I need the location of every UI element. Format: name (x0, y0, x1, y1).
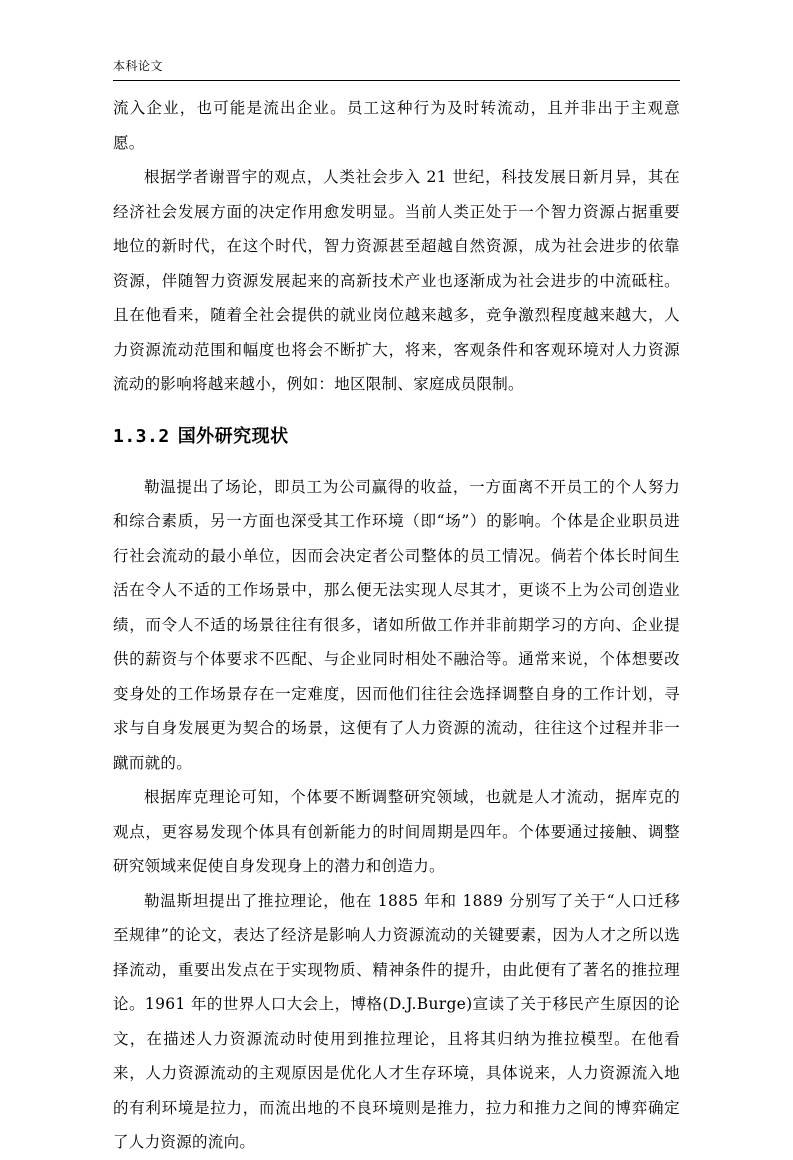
paragraph-push-pull-theory: 勒温斯坦提出了推拉理论，他在 1885 年和 1889 分别写了关于“人口迁移至规律”的论文，表达了经济是影响人力资源流动的关键要素，因为人才之所以选择流动，重要出发点在于实现物质、精神条件的提升，由此便有了著名的推拉理论。1961 年的世界人口大会上，博格(D.J.Burge)宣读了关于移民产生原因的论文，在描述人力资源流动时使用到推拉理论，且将其归纳为推拉模型。在他看来，人力资源流动的主观原因是优化人才生存环境，具体说来，人力资源流入地的有利环境是拉力，而流出地的不良环境则是推力，拉力和推力之间的博弈确定了人力资源的流向。 (113, 891, 680, 1151)
section-number: 1.3.2 (113, 425, 170, 447)
page-header: 本科论文 (113, 59, 164, 73)
paragraph-continuation: 流入企业，也可能是流出企业。员工这种行为及时转流动，且并非出于主观意愿。 (113, 99, 680, 152)
paragraph-xie-jinyu: 根据学者谢晋宇的观点，人类社会步入 21 世纪，科技发展日新月异，其在经济社会发展方面的决定作用愈发明显。当前人类正处于一个智力资源占据重要地位的新时代，在这个时代，智力资源甚至超越自然资源，成为社会进步的依靠资源，伴随智力资源发展起来的高新技术产业也逐渐成为社会进步的中流砥柱。且在他看来，随着全社会提供的就业岗位越来越多，竞争激烈程度越来越大，人力资源流动范围和幅度也将会不断扩大，将来，客观条件和客观环境对人力资源流动的影响将越来越小，例如：地区限制、家庭成员限制。 (113, 168, 680, 393)
header-divider (113, 80, 680, 81)
section-title: 国外研究现状 (177, 425, 289, 447)
document-body (113, 91, 680, 1160)
paragraph-field-theory: 勒温提出了场论，即员工为公司赢得的收益，一方面离不开员工的个人努力和综合素质，另一方面也深受其工作环境（即“场”）的影响。个体是企业职员进行社会流动的最小单位，因而会决定者公司整体的员工情况。倘若个体长时间生活在令人不适的工作场景中，那么便无法实现人尽其才，更谈不上为公司创造业绩，而令人不适的场景往往有很多，诸如所做工作并非前期学习的方向、企业提供的薪资与个体要求不匹配、与企业同时相处不融洽等。通常来说，个体想要改变身处的工作场景存在一定难度，因而他们往往会选择调整自身的工作计划，寻求与自身发展更为契合的场景，这便有了人力资源的流动，往往这个过程并非一蹴而就的。 (113, 477, 680, 772)
paragraph-cook-theory: 根据库克理论可知，个体要不断调整研究领域，也就是人才流动，据库克的观点，更容易发现个体具有创新能力的时间周期是四年。个体要通过接触、调整研究领域来促使自身发现身上的潜力和创造力。 (113, 788, 680, 875)
section-heading (113, 420, 680, 454)
